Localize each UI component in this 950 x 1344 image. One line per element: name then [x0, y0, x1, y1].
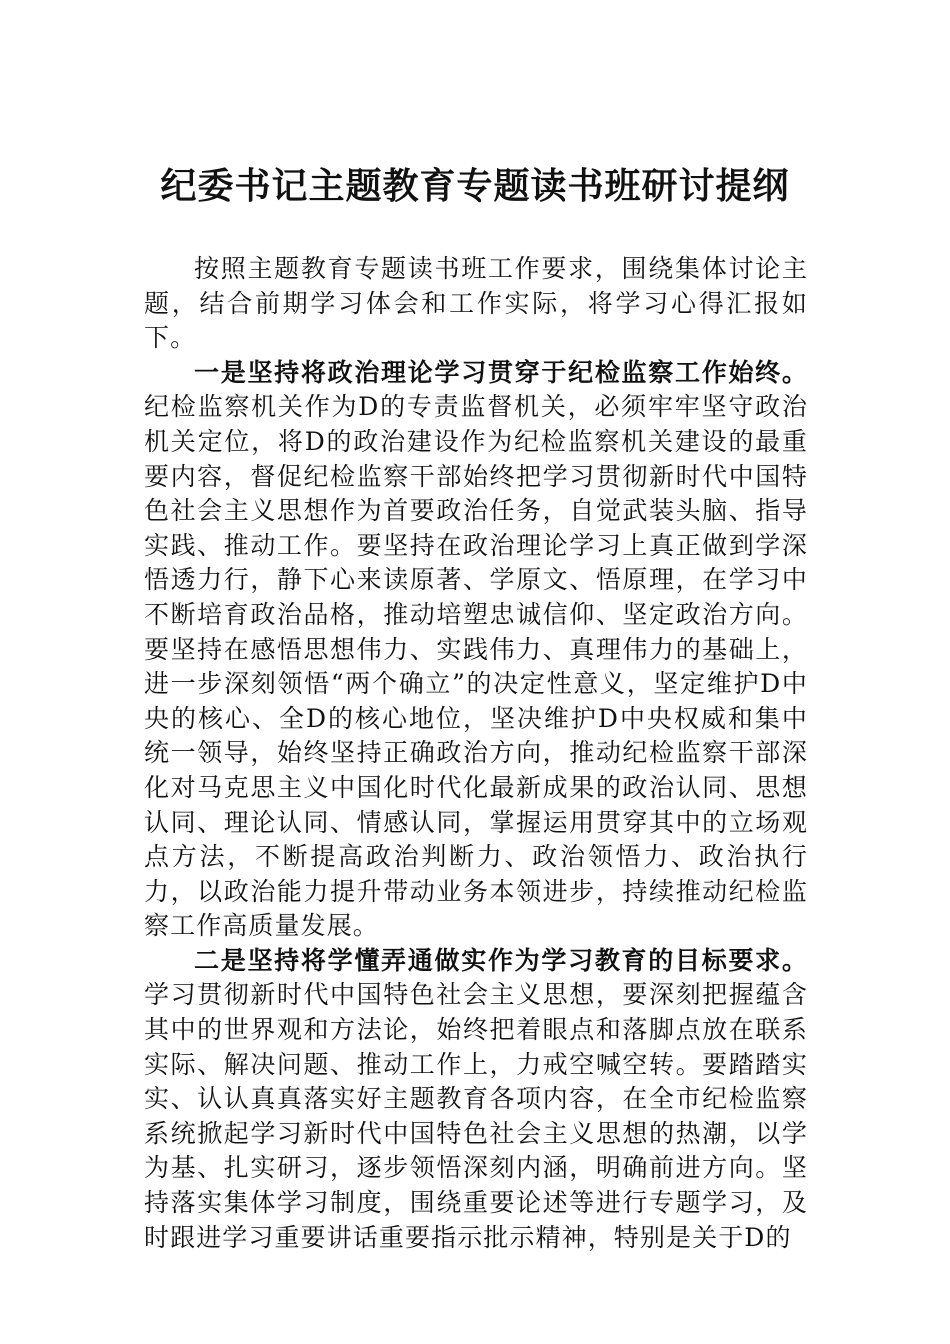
document-body [144, 252, 808, 1255]
intro-paragraph: 按照主题教育专题读书班工作要求，围绕集体讨论主题，结合前期学习体会和工作实际，将学习心得汇报如下。 [144, 254, 808, 353]
section-2-paragraph [144, 944, 808, 1255]
section-2-body: 学习贯彻新时代中国特色社会主义思想，要深刻把握蕴含其中的世界观和方法论，始终把着眼点和落脚点放在联系实际、解决问题、推动工作上，力戒空喊空转。要踏踏实实、认认真真落实好主题教育各项内容，在全市纪检监察系统掀起学习新时代中国特色社会主义思想的热潮，以学为基、扎实研习，逐步领悟深刻内涵，明确前进方向。坚持落实集体学习制度，围绕重要论述等进行专题学习，及时跟进学习重要讲话重要指示批示精神，特别是关于D的 [144, 980, 808, 1252]
section-2-heading: 二是坚持将学懂弄通做实作为学习教育的目标要求。 [194, 945, 808, 975]
document-title: 纪委书记主题教育专题读书班研讨提纲 [160, 165, 790, 207]
section-1-body: 纪检监察机关作为D的专责监督机关，必须牢牢坚守政治机关定位，将D的政治建设作为纪检监察机关建设的最重要内容，督促纪检监察干部始终把学习贯彻新时代中国特色社会主义思想作为首要政治任务，自觉武装头脑、指导实践、推动工作。要坚持在政治理论学习上真正做到学深悟透力行，静下心来读原著、学原文、悟原理，在学习中不断培育政治品格，推动培塑忠诚信仰、坚定政治方向。要坚持在感悟思想伟力、实践伟力、真理伟力的基础上，进一步深刻领悟“两个确立”的决定性意义，坚定维护D中央的核心、全D的核心地位，坚决维护D中央权威和集中统一领导，始终坚持正确政治方向，推动纪检监察干部深化对马克思主义中国化时代化最新成果的政治认同、思想认同、理论认同、情感认同，掌握运用贯穿其中的立场观点方法，不断提高政治判断力、政治领悟力、政治执行力，以政治能力提升带动业务本领进步，持续推动纪检监察工作高质量发展。 [144, 392, 808, 941]
section-1-heading: 一是坚持将政治理论学习贯穿于纪检监察工作始终。 [194, 357, 808, 387]
section-1-paragraph [144, 356, 808, 944]
